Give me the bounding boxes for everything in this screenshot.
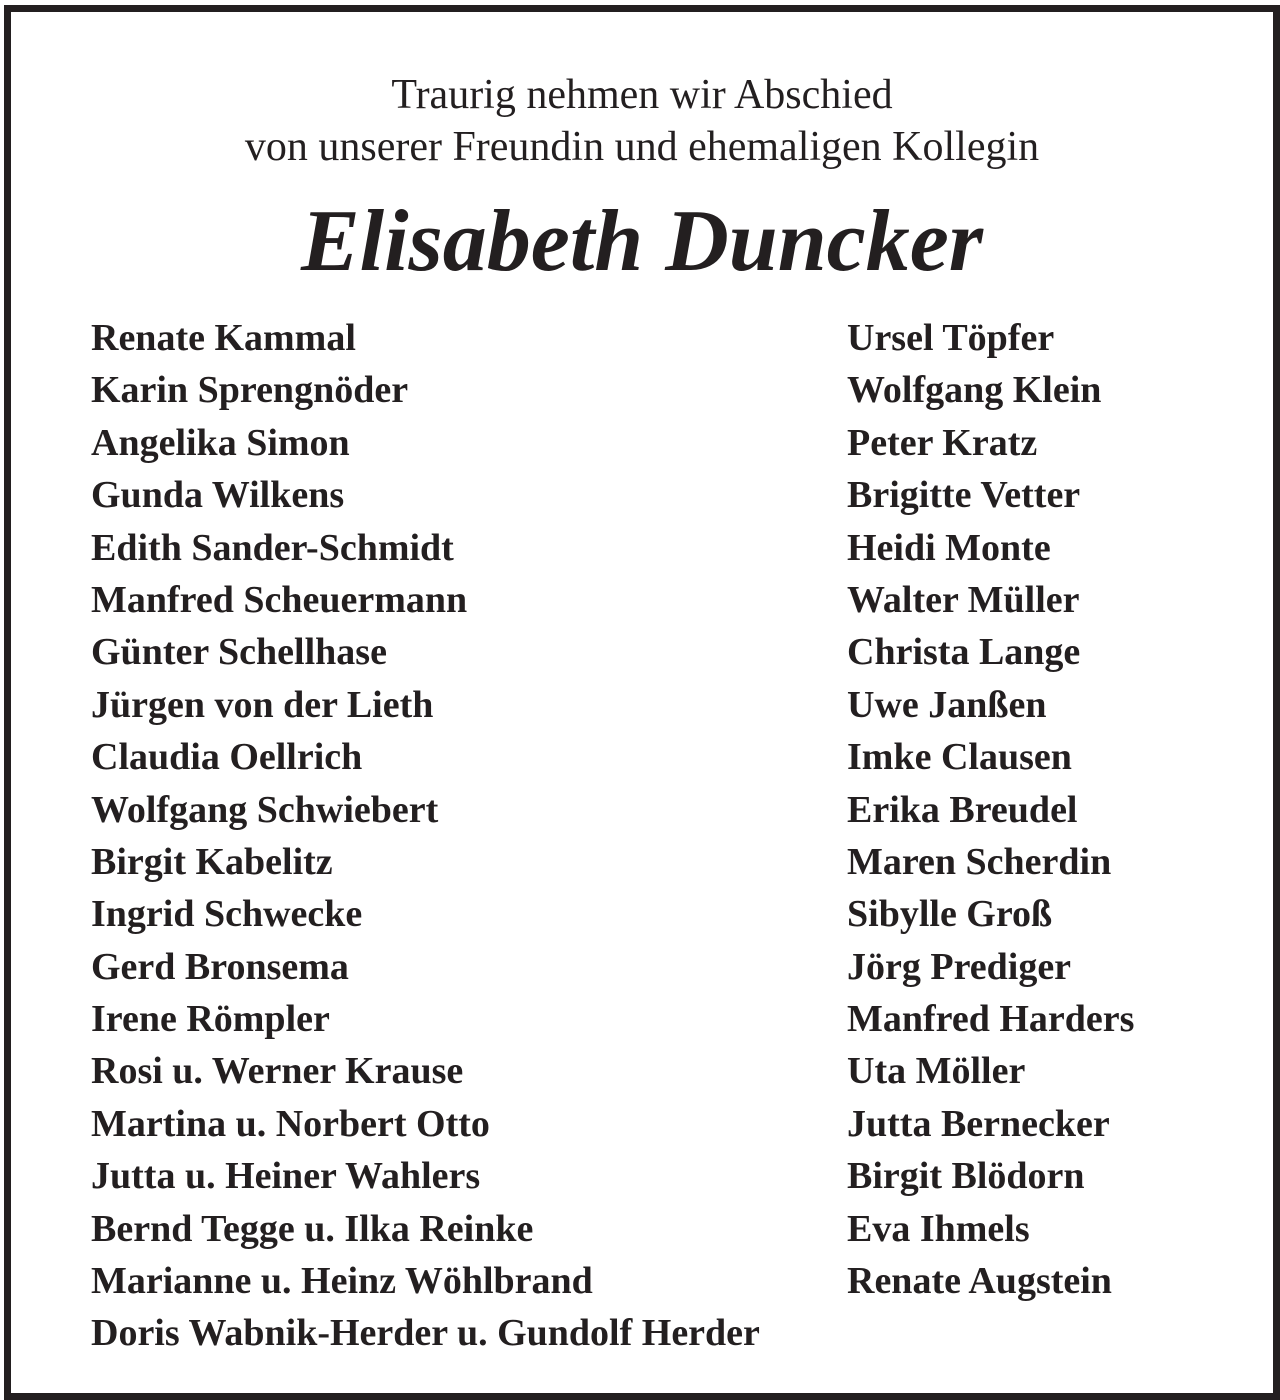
mourners-right-column (847, 312, 1134, 1307)
mourner-name: Angelika Simon (91, 421, 350, 464)
intro-line-1: Traurig nehmen wir Abschied (391, 72, 893, 118)
mourner-name: Birgit Kabelitz (91, 840, 333, 883)
mourners-left-column (91, 312, 760, 1360)
mourner-name: Uwe Janßen (847, 683, 1047, 726)
mourner-name: Bernd Tegge u. Ilka Reinke (91, 1207, 534, 1250)
mourner-name: Günter Schellhase (91, 631, 387, 674)
deceased-name: Elisabeth Duncker (300, 193, 984, 290)
mourner-name: Imke Clausen (847, 736, 1072, 779)
mourner-name: Sibylle Groß (847, 893, 1053, 936)
mourner-name: Jutta Bernecker (847, 1102, 1110, 1145)
obituary-notice-frame (4, 5, 1280, 1400)
mourner-name: Karin Sprengnöder (91, 369, 409, 412)
mourner-name: Doris Wabnik-Herder u. Gundolf Herder (91, 1312, 760, 1355)
mourner-name: Birgit Blödorn (847, 1155, 1085, 1198)
mourner-name: Irene Römpler (91, 998, 330, 1041)
mourner-name: Marianne u. Heinz Wöhlbrand (91, 1260, 593, 1303)
mourner-name: Manfred Scheuermann (91, 578, 468, 621)
mourner-name: Rosi u. Werner Krause (91, 1050, 464, 1093)
mourner-name: Heidi Monte (847, 526, 1051, 569)
mourner-name: Edith Sander-Schmidt (91, 526, 454, 569)
mourner-name: Claudia Oellrich (91, 736, 363, 779)
mourner-name: Maren Scherdin (847, 840, 1112, 883)
mourner-name: Peter Kratz (847, 421, 1038, 464)
mourner-name: Erika Breudel (847, 788, 1078, 831)
mourner-name: Renate Augstein (847, 1260, 1112, 1303)
mourner-name: Wolfgang Schwiebert (91, 788, 439, 831)
mourner-name: Eva Ihmels (847, 1207, 1030, 1250)
mourner-name: Jutta u. Heiner Wahlers (91, 1155, 481, 1198)
mourner-name: Walter Müller (847, 578, 1080, 621)
mourner-name: Brigitte Vetter (847, 474, 1081, 517)
mourner-name: Gunda Wilkens (91, 474, 345, 517)
mourner-name: Ingrid Schwecke (91, 893, 363, 936)
mourner-name: Uta Möller (847, 1050, 1026, 1093)
mourner-name: Renate Kammal (91, 317, 356, 359)
intro-line-2: von unserer Freundin und ehemaligen Kollegin (244, 124, 1040, 170)
mourner-name: Martina u. Norbert Otto (91, 1102, 490, 1145)
mourner-name: Manfred Harders (847, 998, 1135, 1041)
mourner-name: Gerd Bronsema (91, 945, 349, 988)
mourner-name: Jörg Prediger (847, 945, 1072, 988)
mourner-name: Ursel Töpfer (847, 317, 1055, 359)
mourner-name: Christa Lange (847, 631, 1081, 674)
mourner-name: Wolfgang Klein (847, 369, 1102, 412)
mourner-name: Jürgen von der Lieth (91, 683, 434, 726)
